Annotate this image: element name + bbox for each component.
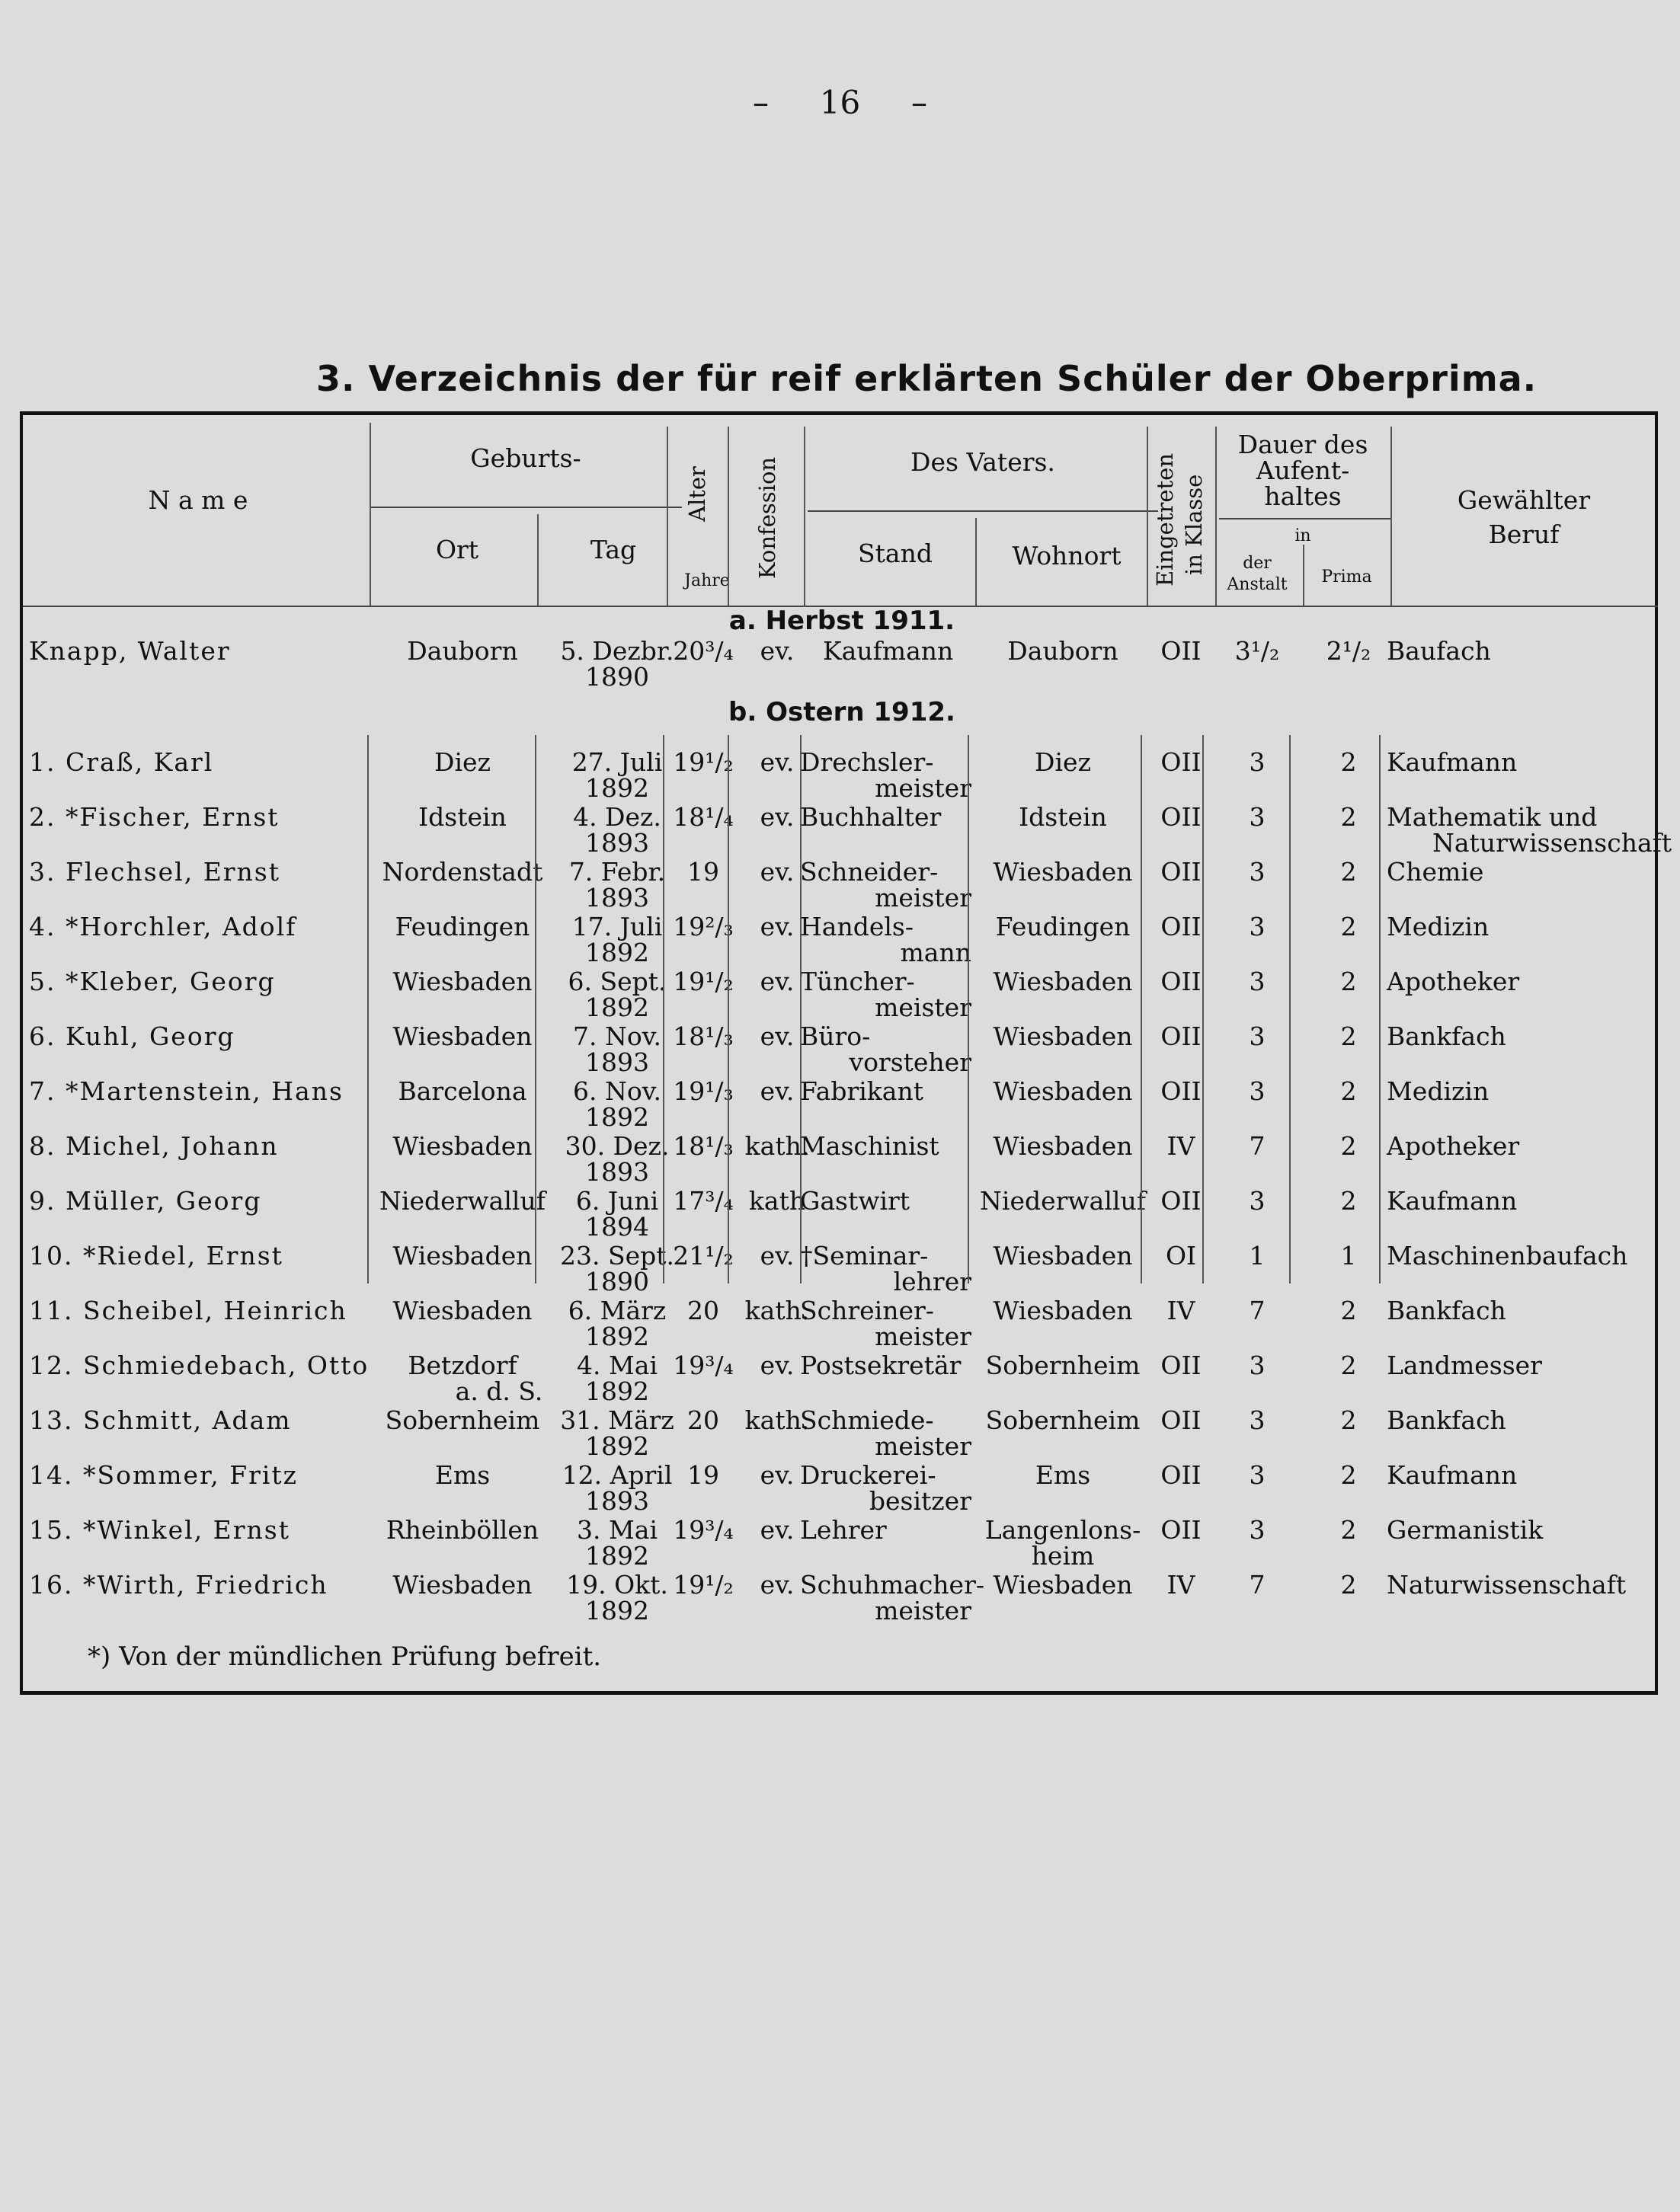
- page-number-value: 16: [819, 84, 861, 121]
- cell-anstalt: 3: [1249, 1351, 1266, 1380]
- cell-name: 13. Schmitt, Adam: [29, 1405, 292, 1435]
- cell-konfession: ev.: [760, 912, 795, 941]
- table-row: [23, 1133, 1661, 1188]
- cell-beruf: Landmesser: [1387, 1351, 1542, 1380]
- cell-stand-2: meister: [875, 993, 971, 1022]
- cell-klasse: OII: [1160, 1186, 1202, 1216]
- cell-wohnort: Sobernheim: [985, 1351, 1141, 1380]
- cell-klasse: OII: [1160, 857, 1202, 887]
- cell-name: 6. Kuhl, Georg: [29, 1021, 235, 1051]
- table-row: [23, 1023, 1661, 1078]
- table-row: [23, 638, 1661, 692]
- section-ostern: b. Ostern 1912.: [728, 697, 955, 727]
- cell-klasse: OII: [1160, 1405, 1202, 1435]
- cell-ort: Rheinböllen: [386, 1515, 539, 1545]
- cell-wohnort: Wiesbaden: [993, 1296, 1133, 1325]
- cell-alter: 19²/₃: [673, 912, 734, 941]
- cell-stand: Tüncher-: [800, 967, 915, 996]
- cell-beruf: Naturwissenschaft: [1387, 1570, 1627, 1600]
- cell-wohnort: Wiesbaden: [993, 1076, 1133, 1106]
- cell-beruf-2: Naturwissenschaft: [1432, 828, 1672, 858]
- col-rule-7: [1147, 427, 1148, 606]
- cell-name: 8. Michel, Johann: [29, 1131, 279, 1161]
- cell-anstalt: 7: [1249, 1570, 1266, 1600]
- cell-tag: 7. Febr.: [568, 857, 666, 887]
- cell-stand: Drechsler-: [800, 747, 934, 777]
- cell-alter: 20: [687, 1405, 719, 1435]
- cell-ort: Wiesbaden: [392, 1131, 533, 1161]
- cell-stand-2: meister: [875, 1431, 971, 1461]
- cell-anstalt: 7: [1249, 1296, 1266, 1325]
- cell-konfession: ev.: [760, 636, 795, 666]
- cell-anstalt: 3: [1249, 1405, 1266, 1435]
- cell-jahr: 1893: [585, 883, 649, 913]
- cell-ort: Ems: [434, 1460, 491, 1490]
- cell-stand-2: meister: [875, 1596, 971, 1625]
- cell-tag: 4. Dez.: [573, 802, 661, 832]
- cell-konfession: kath.: [744, 1296, 810, 1325]
- col-rule-1: [370, 423, 371, 606]
- cell-tag: 30. Dez.: [565, 1131, 670, 1161]
- cell-ort: Wiesbaden: [392, 1296, 533, 1325]
- table-row: [23, 1188, 1661, 1242]
- col-rule-2: [537, 514, 539, 606]
- cell-jahr: 1894: [585, 1212, 649, 1242]
- table-row: [23, 802, 1672, 858]
- rule-dauer: [1219, 518, 1390, 519]
- table-row: [23, 1297, 1661, 1352]
- cell-wohnort: Langenlons-: [984, 1515, 1141, 1545]
- cell-alter: 18¹/₃: [673, 1131, 734, 1161]
- cell-jahr: 1892: [585, 1541, 649, 1571]
- cell-name: 12. Schmiedebach, Otto: [29, 1351, 370, 1380]
- cell-stand: Gastwirt: [800, 1186, 910, 1216]
- cell-beruf: Germanistik: [1387, 1515, 1544, 1545]
- cell-jahr: 1892: [585, 1376, 649, 1406]
- col-rule-5: [804, 427, 805, 606]
- cell-tag: 4. Mai: [577, 1351, 658, 1380]
- cell-alter: 18¹/₃: [673, 1021, 734, 1051]
- cell-klasse: IV: [1166, 1131, 1195, 1161]
- header-anstalt: Anstalt: [1227, 575, 1288, 594]
- cell-stand-2: besitzer: [869, 1486, 971, 1516]
- cell-name: 15. *Winkel, Ernst: [29, 1515, 290, 1545]
- cell-alter: 21¹/₂: [673, 1241, 734, 1271]
- header-alter: Alter: [684, 466, 710, 522]
- table-row: [23, 913, 1661, 968]
- cell-stand: Büro-: [800, 1021, 871, 1051]
- cell-anstalt: 3: [1249, 1460, 1266, 1490]
- cell-name: 5. *Kleber, Georg: [29, 967, 276, 996]
- cell-beruf: Mathematik und: [1387, 802, 1598, 832]
- body-rule-4: [728, 735, 729, 1283]
- cell-prima: 2: [1340, 802, 1357, 832]
- cell-konfession: ev.: [760, 1076, 795, 1106]
- cell-stand: Buchhalter: [800, 802, 942, 832]
- cell-tag: 3. Mai: [577, 1515, 658, 1545]
- cell-anstalt: 3: [1249, 857, 1266, 887]
- cell-anstalt: 3¹/₂: [1234, 636, 1280, 666]
- footnote: *) Von der mündlichen Prüfung befreit.: [88, 1641, 602, 1672]
- cell-alter: 19³/₄: [673, 1351, 734, 1380]
- cell-name: 9. Müller, Georg: [29, 1186, 262, 1216]
- cell-klasse: IV: [1166, 1570, 1195, 1600]
- cell-prima: 2: [1340, 912, 1357, 941]
- cell-name: 10. *Riedel, Ernst: [29, 1241, 283, 1271]
- col-rule-3: [667, 427, 668, 606]
- cell-wohnort: Wiesbaden: [993, 1131, 1133, 1161]
- col-rule-4: [728, 427, 729, 606]
- cell-konfession: ev.: [760, 747, 795, 777]
- table-row: [23, 1352, 1661, 1407]
- cell-prima: 2: [1340, 1405, 1357, 1435]
- cell-prima: 2: [1340, 1351, 1357, 1380]
- cell-beruf: Apotheker: [1387, 1131, 1520, 1161]
- col-rule-10: [1390, 427, 1392, 606]
- cell-prima: 2: [1340, 1570, 1357, 1600]
- cell-ort: Betzdorf: [408, 1351, 517, 1380]
- header-beruf-2: Beruf: [1488, 519, 1560, 549]
- rule-geburts: [370, 507, 682, 508]
- cell-stand: Schmiede-: [800, 1405, 934, 1435]
- cell-wohnort: Feudingen: [995, 912, 1131, 941]
- cell-tag: 17. Juli: [571, 912, 663, 941]
- cell-beruf: Chemie: [1387, 857, 1484, 887]
- header-geburts: Geburts-: [470, 443, 581, 473]
- cell-ort: Diez: [434, 747, 491, 777]
- cell-alter: 20³/₄: [673, 636, 734, 666]
- cell-tag: 6. Juni: [575, 1186, 659, 1216]
- cell-jahr: 1892: [585, 938, 649, 967]
- cell-beruf: Baufach: [1387, 636, 1491, 666]
- cell-prima: 2: [1340, 967, 1357, 996]
- cell-alter: 19¹/₂: [673, 967, 734, 996]
- cell-anstalt: 3: [1249, 747, 1266, 777]
- cell-konfession: kath: [748, 1186, 806, 1216]
- col-rule-9: [1303, 545, 1304, 606]
- cell-prima: 1: [1340, 1241, 1357, 1271]
- cell-stand-2: mann: [900, 938, 971, 967]
- cell-wohnort: Ems: [1035, 1460, 1091, 1490]
- cell-tag: 5. Dezbr.: [560, 636, 674, 666]
- cell-anstalt: 3: [1249, 1076, 1266, 1106]
- header-in: in: [1294, 526, 1311, 545]
- cell-tag: 6. Sept.: [568, 967, 667, 996]
- cell-name: 16. *Wirth, Friedrich: [29, 1570, 328, 1600]
- cell-stand: Druckerei-: [800, 1460, 936, 1490]
- cell-anstalt: 7: [1249, 1131, 1266, 1161]
- table-row: [23, 749, 1661, 804]
- cell-ort: Barcelona: [398, 1076, 527, 1106]
- header-des-vaters: Des Vaters.: [910, 447, 1055, 477]
- cell-name: 11. Scheibel, Heinrich: [29, 1296, 347, 1325]
- cell-tag: 6. Nov.: [573, 1076, 661, 1106]
- cell-name: 14. *Sommer, Fritz: [29, 1460, 299, 1490]
- cell-prima: 2: [1340, 1021, 1357, 1051]
- header-wohnort: Wohnort: [1012, 541, 1122, 571]
- cell-tag: 7. Nov.: [573, 1021, 661, 1051]
- cell-jahr: 1892: [585, 1596, 649, 1625]
- cell-alter: 19: [687, 857, 719, 887]
- cell-konfession: ev.: [760, 1351, 795, 1380]
- cell-konfession: ev.: [760, 1460, 795, 1490]
- cell-anstalt: 3: [1249, 1021, 1266, 1051]
- cell-wohnort: Wiesbaden: [993, 1021, 1133, 1051]
- table-row: [23, 968, 1661, 1023]
- cell-name: Knapp, Walter: [29, 636, 231, 666]
- cell-jahr: 1892: [585, 1102, 649, 1132]
- rule-vaters: [808, 510, 1158, 512]
- cell-jahr: 1893: [585, 828, 649, 858]
- cell-name: 3. Flechsel, Ernst: [29, 857, 281, 887]
- cell-stand-2: meister: [875, 773, 971, 803]
- cell-konfession: kath.: [744, 1131, 810, 1161]
- cell-tag: 12. April: [562, 1460, 673, 1490]
- cell-klasse: OII: [1160, 967, 1202, 996]
- cell-prima: 2: [1340, 1460, 1357, 1490]
- cell-jahr: 1892: [585, 1431, 649, 1461]
- table-row: [23, 1242, 1661, 1297]
- body-rule-6: [968, 735, 969, 1283]
- col-rule-6: [975, 518, 977, 606]
- cell-jahr: 1893: [585, 1486, 649, 1516]
- header-konfession: Konfession: [754, 456, 780, 579]
- cell-jahr: 1890: [585, 662, 649, 692]
- cell-beruf: Bankfach: [1387, 1296, 1506, 1325]
- cell-prima: 2: [1340, 747, 1357, 777]
- cell-beruf: Apotheker: [1387, 967, 1520, 996]
- cell-stand-2: lehrer: [893, 1267, 971, 1296]
- cell-wohnort: Dauborn: [1007, 636, 1118, 666]
- cell-prima: 2: [1340, 1186, 1357, 1216]
- cell-ort: Wiesbaden: [392, 1021, 533, 1051]
- cell-beruf: Maschinenbaufach: [1387, 1241, 1628, 1271]
- cell-klasse: OII: [1160, 1460, 1202, 1490]
- col-rule-8: [1215, 427, 1217, 606]
- cell-stand: Schneider-: [800, 857, 939, 887]
- cell-stand-2: meister: [875, 883, 971, 913]
- cell-klasse: OII: [1160, 747, 1202, 777]
- cell-konfession: kath.: [744, 1405, 810, 1435]
- cell-jahr: 1890: [585, 1267, 649, 1296]
- cell-stand: Schreiner-: [800, 1296, 934, 1325]
- cell-tag: 23. Sept.: [560, 1241, 674, 1271]
- body-rule-2: [535, 735, 536, 1283]
- cell-ort: Idstein: [418, 802, 507, 832]
- cell-anstalt: 3: [1249, 967, 1266, 996]
- header-beruf-1: Gewählter: [1457, 485, 1591, 515]
- cell-prima: 2: [1340, 1296, 1357, 1325]
- table-row: [23, 1407, 1661, 1462]
- table-row: [23, 1571, 1661, 1626]
- header-name: N a m e: [148, 485, 248, 515]
- header-eingetreten: Eingetreten: [1152, 452, 1178, 587]
- cell-klasse: OII: [1160, 802, 1202, 832]
- cell-jahr: 1893: [585, 1157, 649, 1187]
- cell-klasse: OII: [1160, 912, 1202, 941]
- cell-konfession: ev.: [760, 967, 795, 996]
- cell-name: 1. Craß, Karl: [29, 747, 214, 777]
- header-der: der: [1243, 554, 1272, 573]
- cell-ort: Wiesbaden: [392, 1241, 533, 1271]
- cell-ort: Dauborn: [407, 636, 518, 666]
- cell-anstalt: 3: [1249, 912, 1266, 941]
- cell-klasse: OI: [1165, 1241, 1197, 1271]
- cell-alter: 19¹/₃: [673, 1076, 734, 1106]
- body-rule-10: [1379, 735, 1381, 1283]
- cell-ort: Wiesbaden: [392, 967, 533, 996]
- cell-wohnort: Wiesbaden: [993, 857, 1133, 887]
- header-tag: Tag: [590, 535, 637, 564]
- table-title: 3. Verzeichnis der für reif erklärten Schüler der Oberprima.: [316, 358, 1538, 399]
- cell-beruf: Kaufmann: [1387, 747, 1518, 777]
- page-dash-right: –: [910, 84, 927, 121]
- cell-ort-2: a. d. S.: [455, 1376, 543, 1406]
- cell-stand: Maschinist: [800, 1131, 939, 1161]
- header-ort: Ort: [435, 535, 479, 564]
- cell-konfession: ev.: [760, 857, 795, 887]
- cell-tag: 6. März: [568, 1296, 667, 1325]
- section-herbst: a. Herbst 1911.: [728, 606, 955, 636]
- cell-anstalt: 1: [1249, 1241, 1266, 1271]
- cell-stand-2: meister: [875, 1322, 971, 1351]
- student-table: [20, 411, 1672, 1695]
- cell-anstalt: 3: [1249, 1515, 1266, 1545]
- cell-ort: Wiesbaden: [392, 1570, 533, 1600]
- cell-wohnort: Sobernheim: [985, 1405, 1141, 1435]
- table-row: [23, 1517, 1661, 1571]
- cell-wohnort-2: heim: [1031, 1541, 1095, 1571]
- cell-jahr: 1892: [585, 993, 649, 1022]
- cell-prima: 2¹/₂: [1326, 636, 1371, 666]
- header-dauer-3: haltes: [1264, 481, 1342, 511]
- header-dauer-2: Aufent-: [1256, 456, 1350, 485]
- cell-prima: 2: [1340, 1515, 1357, 1545]
- cell-ort: Niederwalluf: [379, 1186, 546, 1216]
- cell-beruf: Bankfach: [1387, 1405, 1506, 1435]
- cell-konfession: ev.: [760, 1570, 795, 1600]
- table-row: [23, 1462, 1661, 1517]
- header-dauer-1: Dauer des: [1237, 430, 1368, 459]
- cell-stand: Fabrikant: [800, 1076, 923, 1106]
- header-in-klasse: in Klasse: [1181, 474, 1207, 575]
- cell-prima: 2: [1340, 1131, 1357, 1161]
- page-dash-left: –: [753, 84, 770, 121]
- body-rule-3: [663, 735, 664, 1283]
- cell-stand: Handels-: [800, 912, 914, 941]
- table-row: [23, 858, 1661, 913]
- header-jahre: Jahre: [684, 571, 730, 590]
- cell-name: 7. *Martenstein, Hans: [29, 1076, 344, 1106]
- cell-alter: 19: [687, 1460, 719, 1490]
- cell-ort: Sobernheim: [385, 1405, 540, 1435]
- cell-klasse: IV: [1166, 1296, 1195, 1325]
- cell-klasse: OII: [1160, 1021, 1202, 1051]
- body-rule-5: [800, 735, 802, 1283]
- cell-beruf: Bankfach: [1387, 1021, 1506, 1051]
- cell-beruf: Kaufmann: [1387, 1460, 1518, 1490]
- cell-alter: 19³/₄: [673, 1515, 734, 1545]
- cell-stand: Postsekretär: [800, 1351, 962, 1380]
- cell-tag: 27. Juli: [571, 747, 663, 777]
- cell-beruf: Medizin: [1387, 1076, 1490, 1106]
- cell-prima: 2: [1340, 857, 1357, 887]
- header-prima: Prima: [1321, 567, 1372, 587]
- cell-name: 2. *Fischer, Ernst: [29, 802, 280, 832]
- cell-ort: Feudingen: [395, 912, 530, 941]
- cell-stand-2: vorsteher: [849, 1047, 971, 1077]
- cell-ort: Nordenstadt: [382, 857, 543, 887]
- cell-wohnort: Idstein: [1019, 802, 1107, 832]
- cell-wohnort: Diez: [1035, 747, 1091, 777]
- cell-wohnort: Wiesbaden: [993, 967, 1133, 996]
- cell-wohnort: Wiesbaden: [993, 1570, 1133, 1600]
- cell-konfession: ev.: [760, 802, 795, 832]
- cell-anstalt: 3: [1249, 1186, 1266, 1216]
- body-rule-1: [367, 735, 369, 1283]
- cell-alter: 20: [687, 1296, 719, 1325]
- cell-stand: Kaufmann: [823, 636, 954, 666]
- cell-name: 4. *Horchler, Adolf: [29, 912, 297, 941]
- cell-jahr: 1893: [585, 1047, 649, 1077]
- cell-wohnort: Wiesbaden: [993, 1241, 1133, 1271]
- cell-alter: 19¹/₂: [673, 1570, 734, 1600]
- cell-tag: 31. März: [560, 1405, 674, 1435]
- cell-prima: 2: [1340, 1076, 1357, 1106]
- cell-konfession: ev.: [760, 1241, 795, 1271]
- cell-klasse: OII: [1160, 1351, 1202, 1380]
- cell-alter: 19¹/₂: [673, 747, 734, 777]
- body-rule-9: [1289, 735, 1291, 1283]
- cell-klasse: OII: [1160, 1076, 1202, 1106]
- cell-wohnort: Niederwalluf: [980, 1186, 1146, 1216]
- cell-beruf: Kaufmann: [1387, 1186, 1518, 1216]
- cell-klasse: OII: [1160, 1515, 1202, 1545]
- cell-konfession: ev.: [760, 1021, 795, 1051]
- cell-tag: 19. Okt.: [566, 1570, 668, 1600]
- body-rule-8: [1202, 735, 1204, 1283]
- cell-konfession: ev.: [760, 1515, 795, 1545]
- cell-alter: 17³/₄: [673, 1186, 734, 1216]
- cell-alter: 18¹/₄: [673, 802, 734, 832]
- page-number: [0, 84, 1680, 121]
- cell-beruf: Medizin: [1387, 912, 1490, 941]
- table-row: [23, 1078, 1661, 1133]
- header-stand: Stand: [858, 539, 933, 568]
- cell-stand: Schuhmacher-: [800, 1570, 985, 1600]
- cell-jahr: 1892: [585, 773, 649, 803]
- cell-jahr: 1892: [585, 1322, 649, 1351]
- cell-stand: Lehrer: [800, 1515, 887, 1545]
- body-rule-7: [1141, 735, 1142, 1283]
- cell-stand: †Seminar-: [800, 1241, 929, 1271]
- cell-klasse: OII: [1160, 636, 1202, 666]
- cell-anstalt: 3: [1249, 802, 1266, 832]
